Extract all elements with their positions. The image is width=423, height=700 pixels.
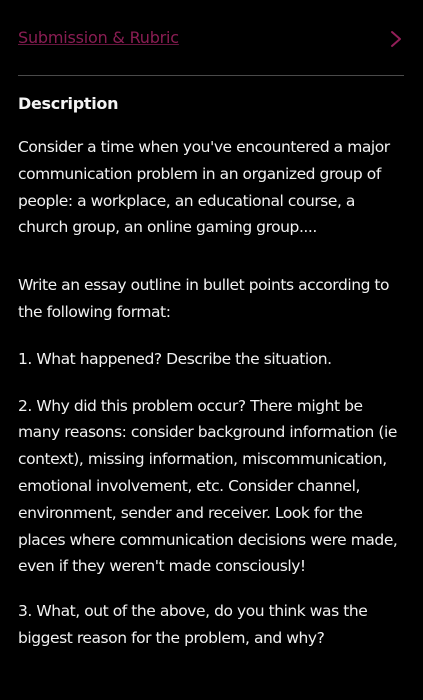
question-3: 3. What, out of the above, do you think was the biggest reason for the problem, and why?	[18, 602, 368, 647]
description-intro: Consider a time when you've encountered a major communication problem in an organized group of people: a workplace, an educational course, a church group, an online gaming group....	[18, 138, 390, 237]
description-heading: Description	[18, 94, 119, 113]
submission-rubric-link[interactable]: Submission & Rubric	[18, 28, 179, 47]
question-1: 1. What happened? Describe the situation.	[18, 349, 332, 368]
submission-rubric-header[interactable]	[0, 0, 423, 76]
question-2: 2. Why did this problem occur? There might be many reasons: consider background information (ie context), missing information, miscommunication, emotional involvement, etc. Consider channel, environment, sender and receiver. Look for the places where communication decisions were made, even if they weren't made consciously!	[18, 396, 398, 576]
chevron-right-icon[interactable]	[387, 29, 405, 49]
divider	[18, 75, 404, 76]
description-instruction: Write an essay outline in bullet points according to the following format:	[18, 276, 390, 321]
description-body	[18, 134, 408, 652]
